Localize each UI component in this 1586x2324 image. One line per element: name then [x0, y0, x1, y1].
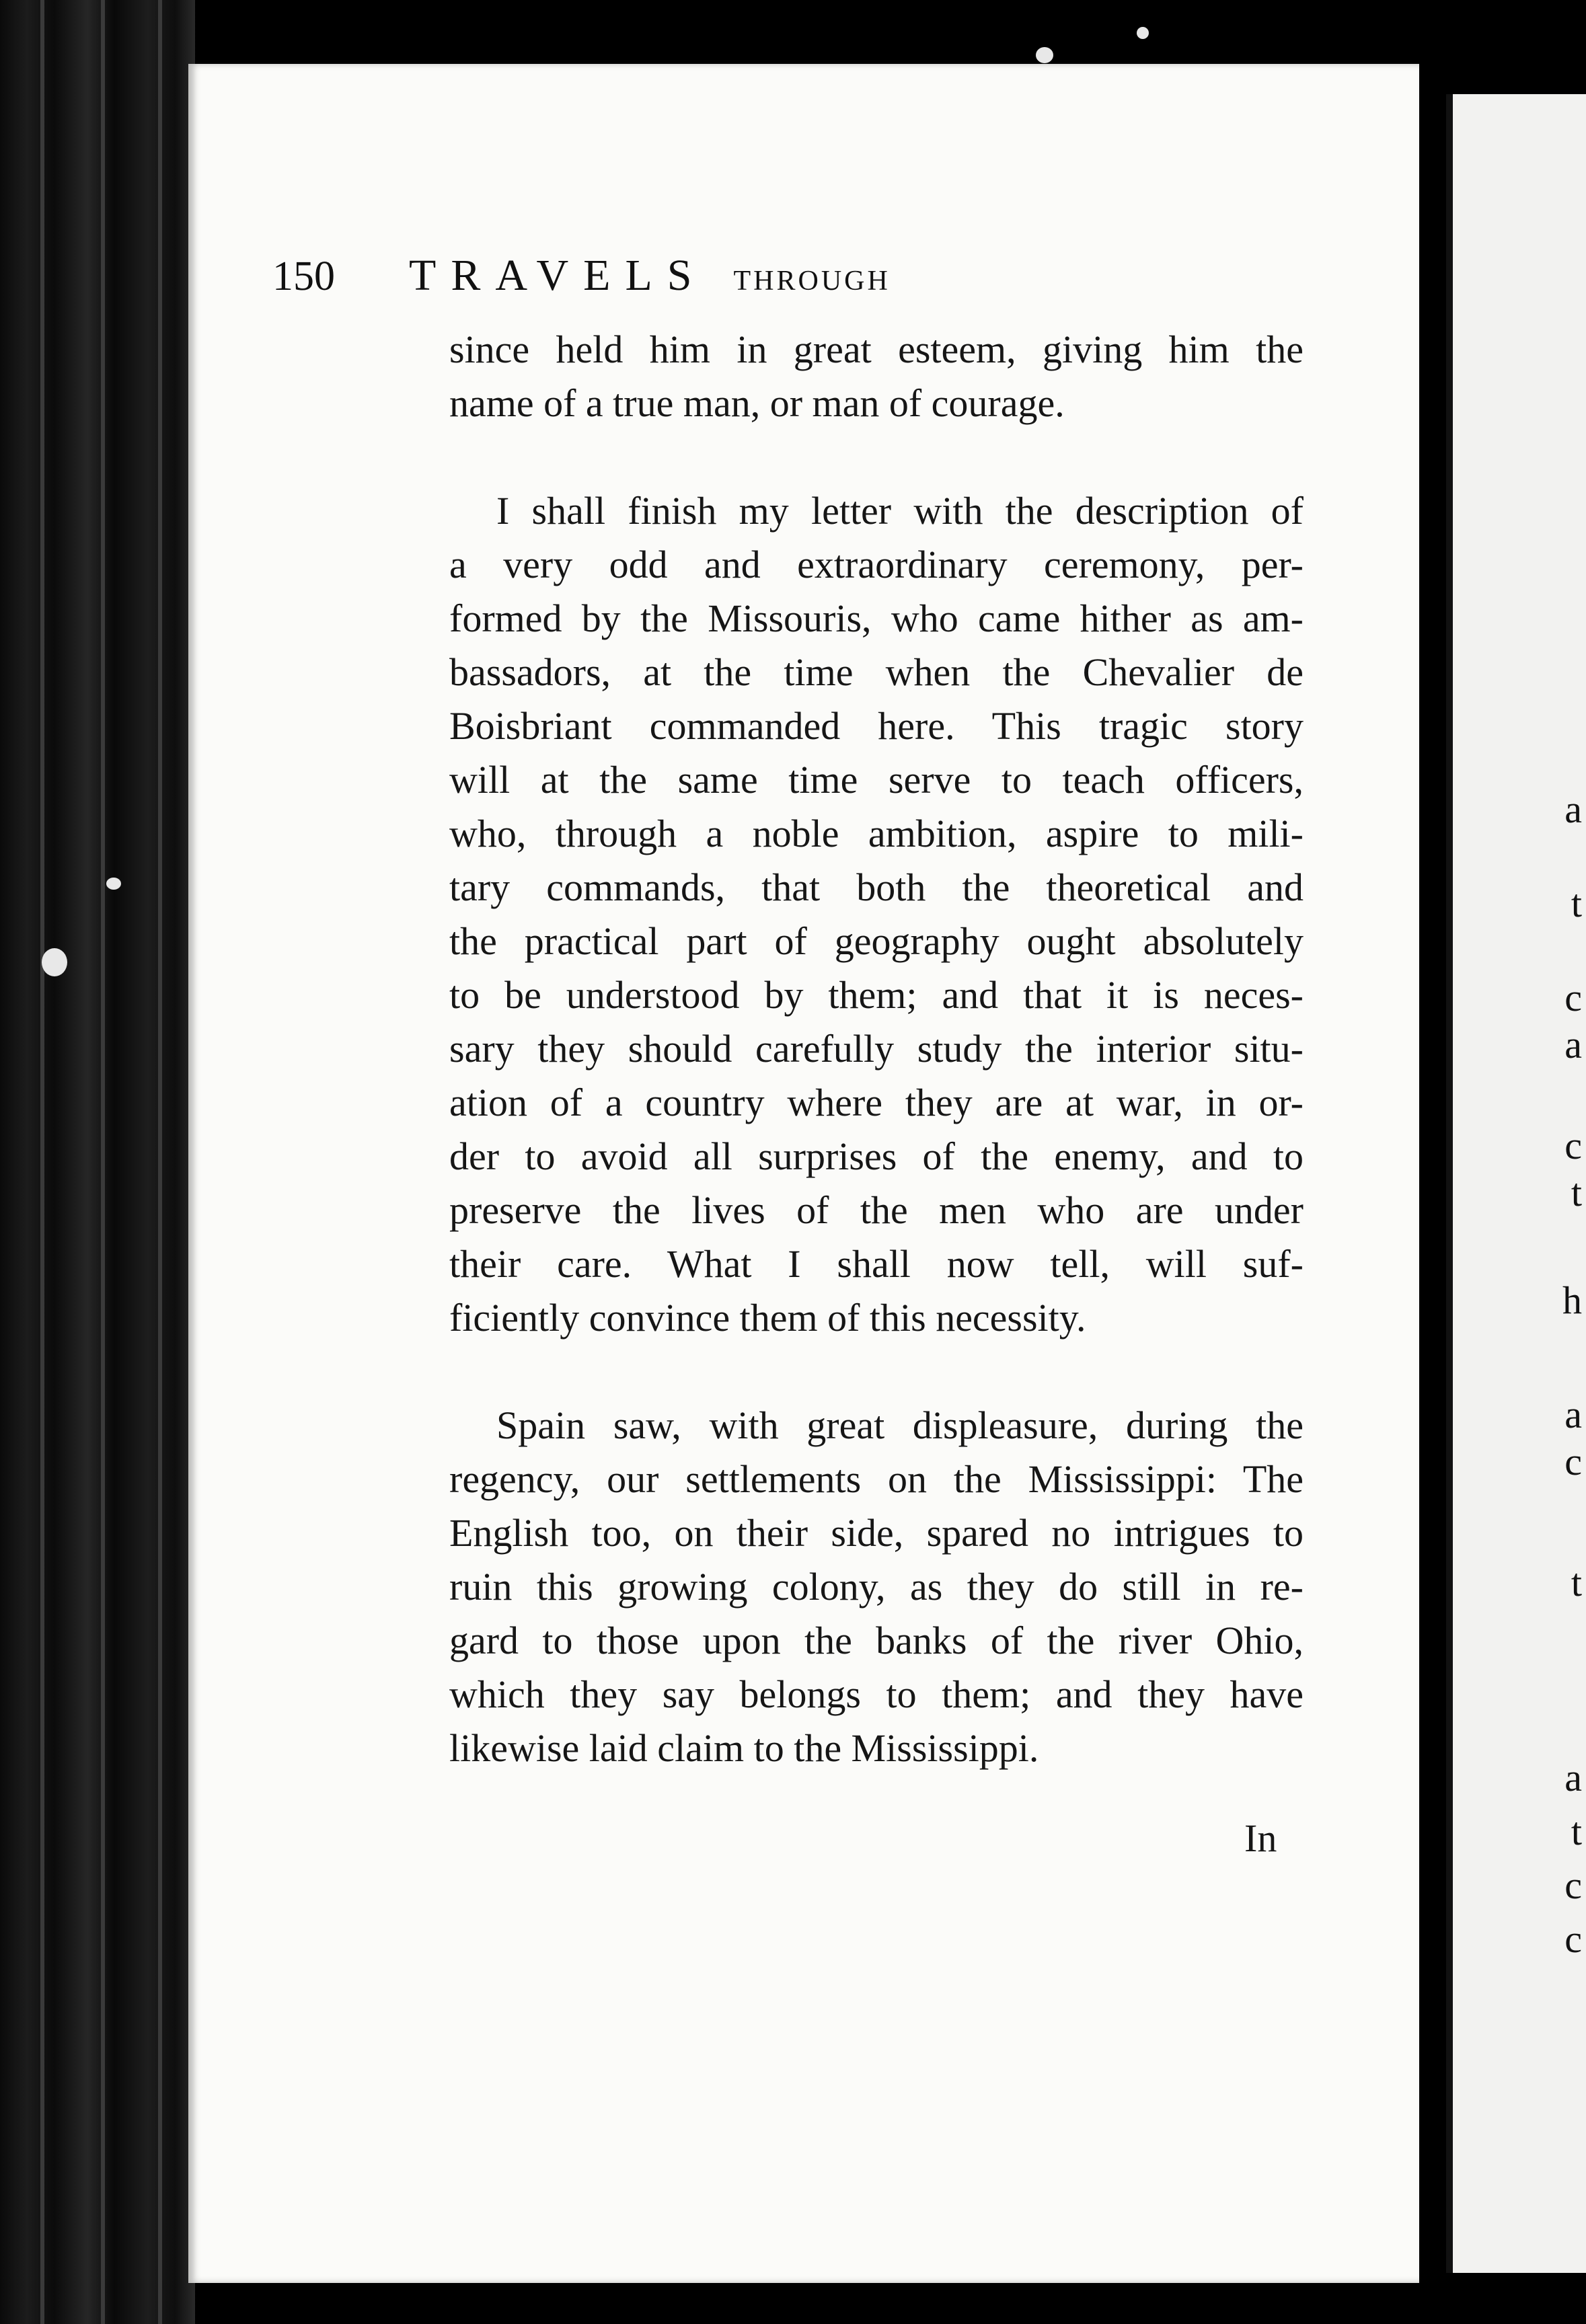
paragraph	[449, 1399, 1304, 1775]
text-line: formed by the Missouris, who came hither as am-	[449, 596, 1304, 640]
text-line: English too, on their side, spared no intrigues to	[449, 1511, 1304, 1555]
text-line: likewise laid claim to the Mississippi.	[449, 1726, 1039, 1770]
text-line: preserve the lives of the men who are under	[449, 1188, 1304, 1232]
facing-page-fragment: t	[1571, 882, 1582, 925]
page-speck	[1137, 27, 1149, 39]
text-line: which they say belongs to them; and they have	[449, 1672, 1304, 1716]
running-title: TRAVELS	[409, 251, 707, 300]
spine-edge-line	[101, 0, 105, 2324]
page-number: 150	[272, 254, 335, 299]
spine-edge-line	[40, 0, 44, 2324]
text-line: Boisbriant commanded here. This tragic story	[449, 704, 1304, 748]
body-text	[449, 323, 1304, 1775]
paragraph	[449, 323, 1304, 430]
facing-page	[1446, 94, 1586, 2273]
page-speck	[1036, 47, 1053, 63]
text-line: bassadors, at the time when the Chevalier de	[449, 650, 1304, 694]
facing-page-fragment: c	[1564, 976, 1582, 1019]
text-line: to be understood by them; and that it is neces-	[449, 973, 1304, 1017]
facing-page-fragment: a	[1564, 787, 1582, 831]
text-line: der to avoid all surprises of the enemy, and to	[449, 1134, 1304, 1178]
facing-page-fragment: c	[1564, 1863, 1582, 1907]
text-line: name of a true man, or man of courage.	[449, 381, 1065, 425]
facing-page-fragment: a	[1564, 1393, 1582, 1436]
text-line: will at the same time serve to teach officers,	[449, 758, 1304, 802]
running-head	[272, 250, 1194, 304]
book-spine	[0, 0, 195, 2324]
facing-page-fragment: t	[1571, 1171, 1582, 1214]
facing-page-fragment: c	[1564, 1917, 1582, 1961]
facing-page-fragment: t	[1571, 1810, 1582, 1853]
text-line: Spain saw, with great displeasure, during the	[496, 1403, 1304, 1447]
running-subtitle: THROUGH	[733, 266, 891, 297]
text-line: who, through a noble ambition, aspire to mili-	[449, 812, 1304, 855]
text-line: ation of a country where they are at war, in or-	[449, 1081, 1304, 1124]
text-line: I shall finish my letter with the description of	[496, 489, 1304, 533]
page-speck	[106, 878, 121, 890]
page-speck	[42, 948, 67, 976]
text-line: regency, our settlements on the Mississippi: The	[449, 1457, 1304, 1501]
text-line: ruin this growing colony, as they do still in re-	[449, 1565, 1304, 1609]
text-line: a very odd and extraordinary ceremony, per-	[449, 543, 1304, 586]
facing-page-fragment: a	[1564, 1023, 1582, 1067]
facing-page-fragment: c	[1564, 1440, 1582, 1483]
text-line: ficiently convince them of this necessity.	[449, 1296, 1086, 1340]
paragraph	[449, 484, 1304, 1345]
text-line: tary commands, that both the theoretical and	[449, 865, 1304, 909]
facing-page-fragment: t	[1571, 1561, 1582, 1604]
facing-page-fragment: h	[1562, 1278, 1582, 1322]
text-line: their care. What I shall now tell, will suf-	[449, 1242, 1304, 1286]
text-line: since held him in great esteem, giving him the	[449, 327, 1304, 371]
text-line: gard to those upon the banks of the river Ohio,	[449, 1619, 1304, 1662]
spine-edge-line	[158, 0, 162, 2324]
facing-page-fragment: a	[1564, 1756, 1582, 1799]
text-line: sary they should carefully study the interior situ-	[449, 1027, 1304, 1071]
facing-page-fragment: c	[1564, 1124, 1582, 1167]
catchword: In	[1244, 1816, 1277, 1860]
text-line: the practical part of geography ought absolutely	[449, 919, 1304, 963]
